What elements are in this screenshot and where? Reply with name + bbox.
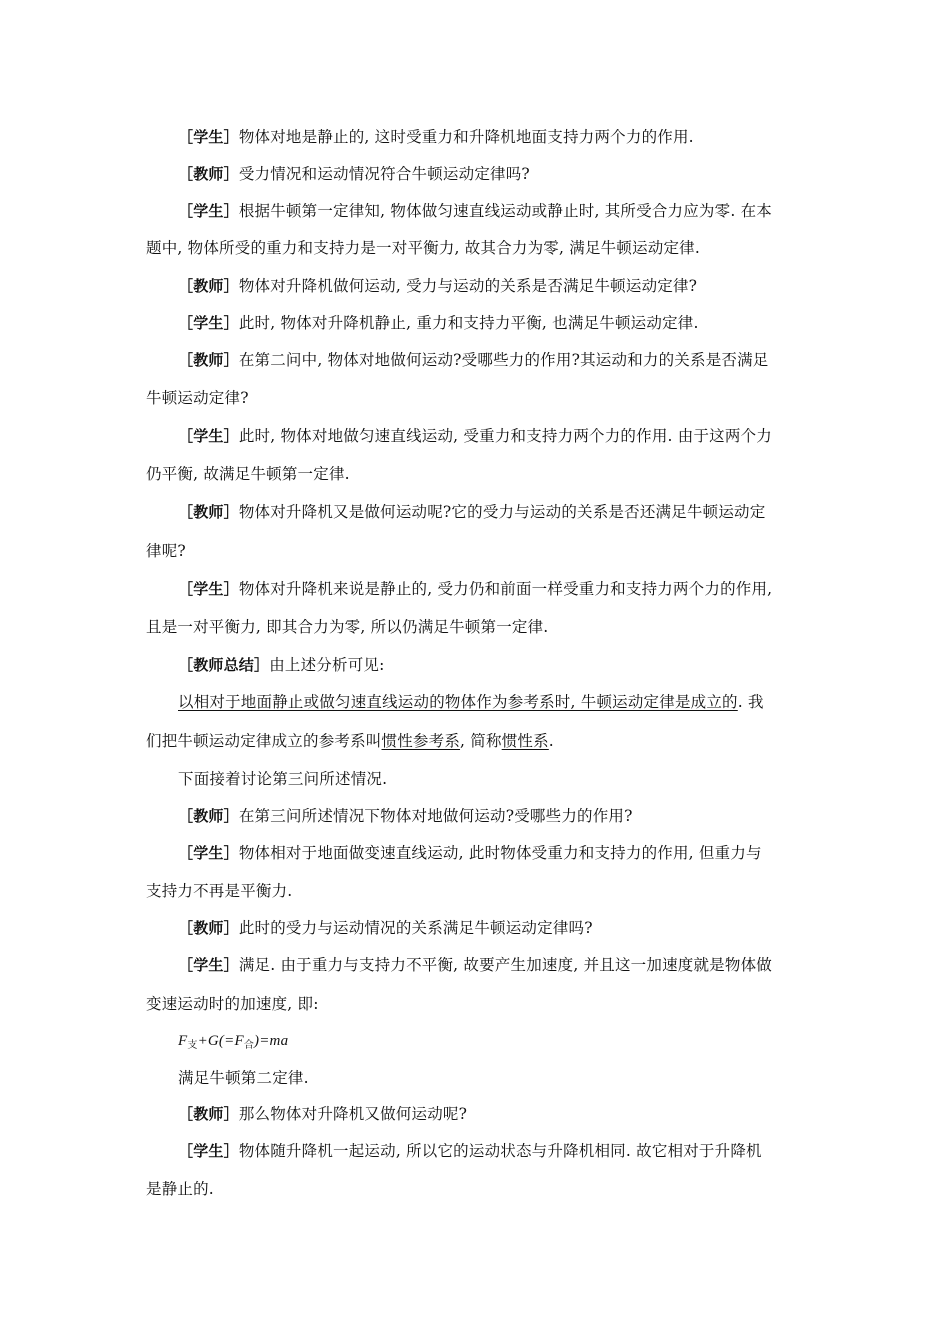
- formula-subscript-support: 支: [187, 1040, 198, 1051]
- speaker-tag-teacher: ［教师］: [178, 351, 239, 369]
- speaker-tag-student: ［学生］: [178, 314, 239, 332]
- line-text: .: [548, 732, 554, 750]
- line-text: 那么物体对升降机又做何运动呢?: [238, 1105, 468, 1123]
- term-inertial-reference-frame: 惯性参考系: [381, 732, 461, 750]
- line-text: 物体对升降机做何运动, 受力与运动的关系是否满足牛顿运动定律?: [238, 277, 698, 295]
- paragraph-line: 下面接着讨论第三问所述情况.: [178, 770, 388, 788]
- dialogue-line: [178, 350, 812, 370]
- line-text: 在第二问中, 物体对地做何运动?受哪些力的作用?其运动和力的关系是否满足: [238, 351, 769, 369]
- continuation-line: 题中, 物体所受的重力和支持力是一对平衡力, 故其合力为零, 满足牛顿运动定律.: [146, 239, 700, 257]
- continuation-line: 牛顿运动定律?: [146, 389, 249, 407]
- line-text: 物体相对于地面做变速直线运动, 此时物体受重力和支持力的作用, 但重力与: [238, 844, 762, 862]
- formula-part: )=ma: [254, 1033, 289, 1049]
- speaker-tag-student: ［学生］: [178, 956, 239, 974]
- dialogue-line: [178, 502, 812, 522]
- line-text: 此时, 物体对地做匀速直线运动, 受重力和支持力两个力的作用. 由于这两个力: [238, 427, 772, 445]
- speaker-tag-student: ［学生］: [178, 128, 239, 146]
- continuation-line: 变速运动时的加速度, 即:: [146, 995, 319, 1013]
- dialogue-line: [178, 918, 812, 938]
- line-text: 在第三问所述情况下物体对地做何运动?受哪些力的作用?: [238, 807, 633, 825]
- speaker-tag-student: ［学生］: [178, 427, 239, 445]
- speaker-tag-student: ［学生］: [178, 202, 239, 220]
- speaker-tag-teacher: ［教师］: [178, 503, 239, 521]
- line-text: , 简称: [460, 732, 502, 750]
- underlined-conclusion: 以相对于地面静止或做匀速直线运动的物体作为参考系时, 牛顿运动定律是成立的: [178, 693, 738, 711]
- dialogue-line: [178, 276, 812, 296]
- line-text: . 我: [737, 693, 764, 711]
- line-text: 根据牛顿第一定律知, 物体做匀速直线运动或静止时, 其所受合力应为零. 在本: [238, 202, 772, 220]
- equation: [178, 1031, 812, 1053]
- conclusion-line: [178, 692, 812, 712]
- line-text: 此时, 物体对升降机静止, 重力和支持力平衡, 也满足牛顿运动定律.: [238, 314, 699, 332]
- speaker-tag-teacher: ［教师］: [178, 165, 239, 183]
- dialogue-line: [178, 201, 812, 221]
- speaker-tag-teacher: ［教师］: [178, 807, 239, 825]
- formula-subscript-net: 合: [243, 1040, 255, 1051]
- dialogue-line: [178, 806, 812, 826]
- speaker-tag-student: ［学生］: [178, 1142, 239, 1160]
- dialogue-line: [178, 955, 812, 975]
- speaker-tag-student: ［学生］: [178, 580, 239, 598]
- speaker-tag-teacher: ［教师］: [178, 1105, 239, 1123]
- continuation-line: 是静止的.: [146, 1180, 214, 1198]
- speaker-tag-student: ［学生］: [178, 844, 239, 862]
- line-text: 满足. 由于重力与支持力不平衡, 故要产生加速度, 并且这一加速度就是物体做: [238, 956, 772, 974]
- dialogue-line: [178, 1141, 812, 1161]
- line-text: 物体随升降机一起运动, 所以它的运动状态与升降机相同. 故它相对于升降机: [238, 1142, 762, 1160]
- speaker-tag-teacher: ［教师］: [178, 277, 239, 295]
- formula-symbol-f: F: [178, 1033, 188, 1049]
- formula-part: +G(=F: [197, 1033, 244, 1049]
- continuation-line: 且是一对平衡力, 即其合力为零, 所以仍满足牛顿第一定律.: [146, 618, 549, 636]
- dialogue-line: [178, 1104, 812, 1124]
- dialogue-line: [178, 426, 812, 446]
- line-text: 物体对升降机来说是静止的, 受力仍和前面一样受重力和支持力两个力的作用,: [238, 580, 773, 598]
- dialogue-line: [178, 655, 812, 675]
- paragraph-line: 满足牛顿第二定律.: [178, 1069, 309, 1087]
- continuation-line: [146, 731, 812, 751]
- dialogue-line: [178, 579, 812, 599]
- line-text: 此时的受力与运动情况的关系满足牛顿运动定律吗?: [238, 919, 593, 937]
- speaker-tag-teacher: ［教师］: [178, 919, 239, 937]
- dialogue-line: [178, 127, 812, 147]
- line-text: 物体对地是静止的, 这时受重力和升降机地面支持力两个力的作用.: [238, 128, 694, 146]
- line-text: 受力情况和运动情况符合牛顿运动定律吗?: [238, 165, 530, 183]
- term-inertial-frame: 惯性系: [501, 732, 549, 750]
- line-text: 由上述分析可见:: [269, 656, 385, 674]
- continuation-line: 仍平衡, 故满足牛顿第一定律.: [146, 465, 350, 483]
- speaker-tag-teacher-summary: ［教师总结］: [178, 656, 270, 674]
- continuation-line: 支持力不再是平衡力.: [146, 882, 293, 900]
- line-text: 物体对升降机又是做何运动呢?它的受力与运动的关系是否还满足牛顿运动定: [238, 503, 766, 521]
- continuation-line: 律呢?: [146, 542, 186, 560]
- dialogue-line: [178, 843, 812, 863]
- dialogue-line: [178, 164, 812, 184]
- line-text: 们把牛顿运动定律成立的参考系叫: [146, 732, 382, 750]
- dialogue-line: [178, 313, 812, 333]
